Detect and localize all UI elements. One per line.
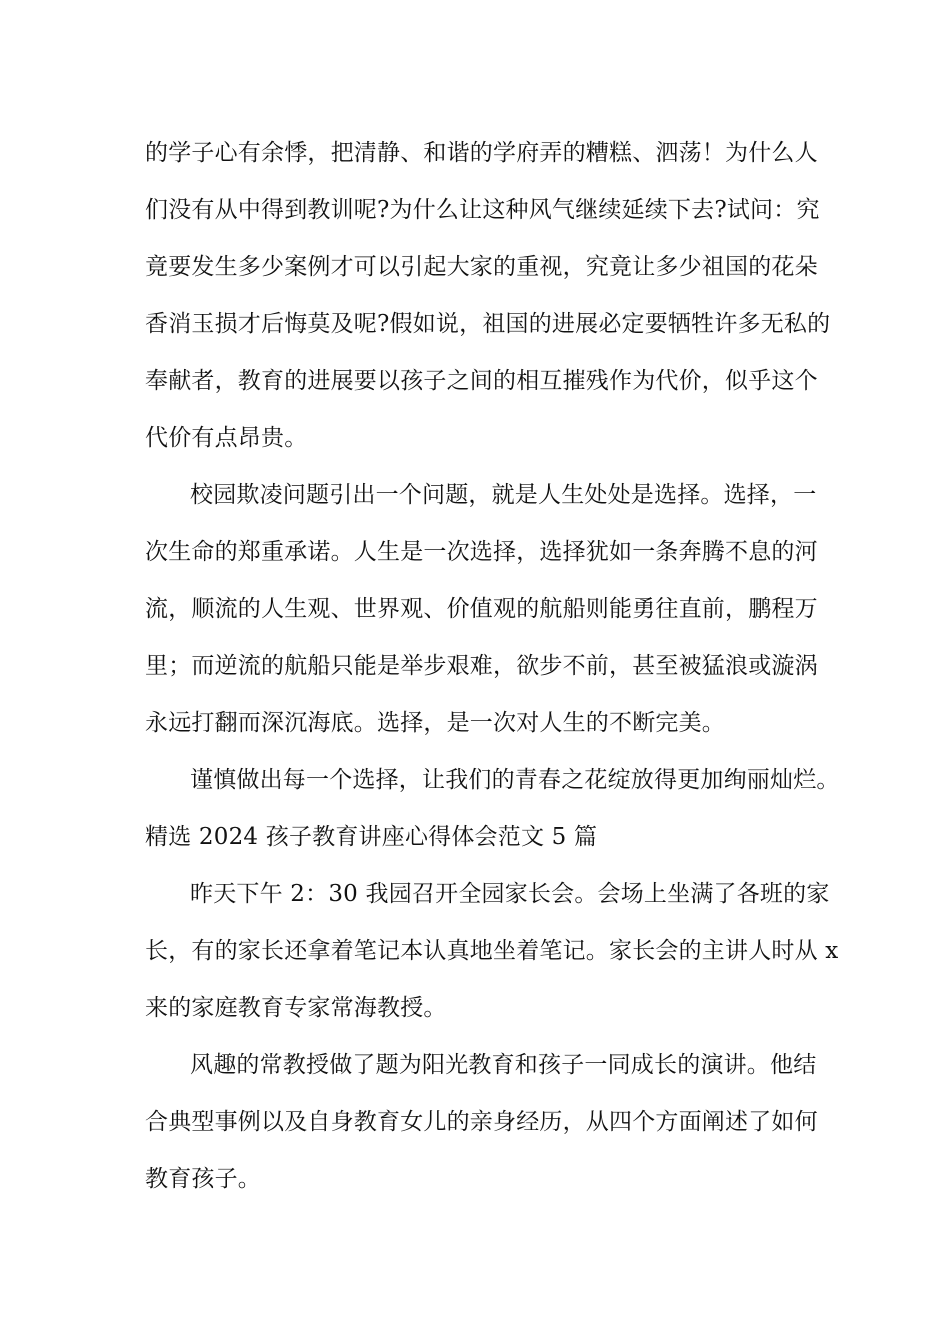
text-line: 风趣的常教授做了题为阳光教育和孩子一同成长的演讲。他结 xyxy=(190,1052,817,1078)
text-line: 流，顺流的人生观、世界观、价值观的航船则能勇往直前，鹏程万 xyxy=(145,596,818,622)
text-line: 竟要发生多少案例才可以引起大家的重视，究竟让多少祖国的花朵 xyxy=(145,254,818,280)
text-line: 来的家庭教育专家常海教授。 xyxy=(145,995,447,1021)
text-line: 谨慎做出每一个选择，让我们的青春之花绽放得更加绚丽灿烂。 xyxy=(190,767,840,793)
text-line: 里；而逆流的航船只能是举步艰难，欲步不前，甚至被猛浪或漩涡 xyxy=(145,653,818,679)
text-line: 合典型事例以及自身教育女儿的亲身经历，从四个方面阐述了如何 xyxy=(145,1109,818,1135)
text-line: 教育孩子。 xyxy=(145,1166,261,1192)
text-line: 们没有从中得到教训呢?为什么让这种风气继续延续下去?试问：究 xyxy=(145,197,820,223)
section-heading: 精选 2024 孩子教育讲座心得体会范文 5 篇 xyxy=(145,824,598,850)
text-line: 代价有点昂贵。 xyxy=(145,425,308,451)
text-line: 的学子心有余悸，把清静、和谐的学府弄的糟糕、泗荡！为什么人 xyxy=(145,140,818,166)
text-line: 次生命的郑重承诺。人生是一次选择，选择犹如一条奔腾不息的河 xyxy=(145,539,818,565)
text-line: 昨天下午 2：30 我园召开全园家长会。会场上坐满了各班的家 xyxy=(190,881,830,907)
text-line: 永远打翻而深沉海底。选择，是一次对人生的不断完美。 xyxy=(145,710,725,736)
text-line: 香消玉损才后悔莫及呢?假如说，祖国的进展必定要牺牲许多无私的 xyxy=(145,311,831,337)
text-line: 奉献者，教育的进展要以孩子之间的相互摧残作为代价，似乎这个 xyxy=(145,368,818,394)
text-line: 长，有的家长还拿着笔记本认真地坐着笔记。家长会的主讲人时从 x xyxy=(145,938,839,964)
text-line: 校园欺凌问题引出一个问题，就是人生处处是选择。选择，一 xyxy=(190,482,817,508)
